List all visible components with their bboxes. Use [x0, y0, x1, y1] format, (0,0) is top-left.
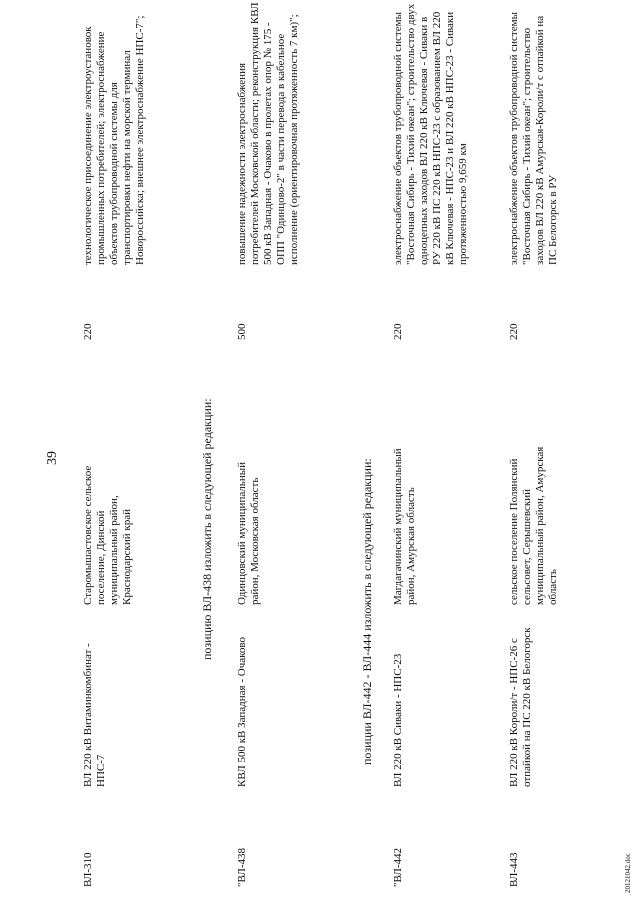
row-310-name: ВЛ 220 кВ Витаминкомбинат - НПС-7	[82, 643, 107, 787]
row-443-location: сельское поселение Полянский сельсовет, Серышевский муниципальный район, Амурская область	[508, 446, 559, 605]
row-438-purpose: повышение надежности электроснабжения потребителей Московской области; реконструкция КВЛ 500 кВ Западная - Очаково в пролетах опор № 175 - ОПП "Одинцово-2" в части перевода в кабельное исполнение (ориентировочная протяженность 7 км)";	[236, 2, 300, 265]
row-310-code: ВЛ-310	[82, 852, 94, 887]
row-442-voltage: 220	[392, 323, 404, 340]
page-number: 39	[45, 451, 60, 465]
row-443-code: ВЛ-443	[508, 852, 520, 887]
row-442-purpose: электроснабжение объектов трубопроводной системы "Восточная Сибирь - Тихий океан"; строительство двух одноцепных заходов ВЛ 220 кВ Ключевая - Сиваки в РУ 220 кВ ПС 220 кВ НПС-23 с образованием ВЛ 220 кВ Ключевая - НПС-23 и ВЛ 220 кВ НПС-23 - Сиваки протяженностью 9,659 км	[392, 3, 469, 265]
row-310-location: Старомышастовское сельское поселение, Динской муниципальный район, Краснодарский край	[82, 465, 133, 605]
row-442-location: Магдагачинский муниципальный район, Амурская область	[392, 448, 417, 605]
row-438-voltage: 500	[236, 323, 248, 340]
row-438-code: "ВЛ-438	[236, 847, 248, 887]
row-443-purpose: электроснабжение объектов трубопроводной системы "Восточная Сибирь - Тихий океан"; строительство заходов ВЛ 220 кВ Амурская-Короли/т с отпайкой на ПС Белогорск в РУ	[508, 12, 559, 265]
heading-442: позиции ВЛ-442 - ВЛ-444 изложить в следующей редакции:	[360, 458, 374, 765]
row-443-name: ВЛ 220 кВ Короли/т - НПС-26 с отпайкой на ПС 220 кВ Белогорск	[508, 627, 533, 787]
row-438-name: КВЛ 500 кВ Западная - Очаково	[236, 636, 248, 787]
row-438-location: Одинцовский муниципальный район, Московская область	[236, 462, 261, 605]
row-310-purpose: технологическое присоединение электроустановок промышленных потребителей; электроснабжение объектов трубопроводной системы для транспортировки нефти на морской терминал Новороссийска; внешнее электроснабжение НПС-7";	[82, 15, 146, 265]
footer-filename: 20121042.doc	[624, 853, 632, 893]
row-442-name: ВЛ 220 кВ Сиваки - НПС-23	[392, 653, 404, 787]
heading-438: позицию ВЛ-438 изложить в следующей редакции:	[200, 398, 214, 660]
row-443-voltage: 220	[508, 323, 520, 340]
row-442-code: "ВЛ-442	[392, 847, 404, 887]
row-310-voltage: 220	[82, 323, 94, 340]
